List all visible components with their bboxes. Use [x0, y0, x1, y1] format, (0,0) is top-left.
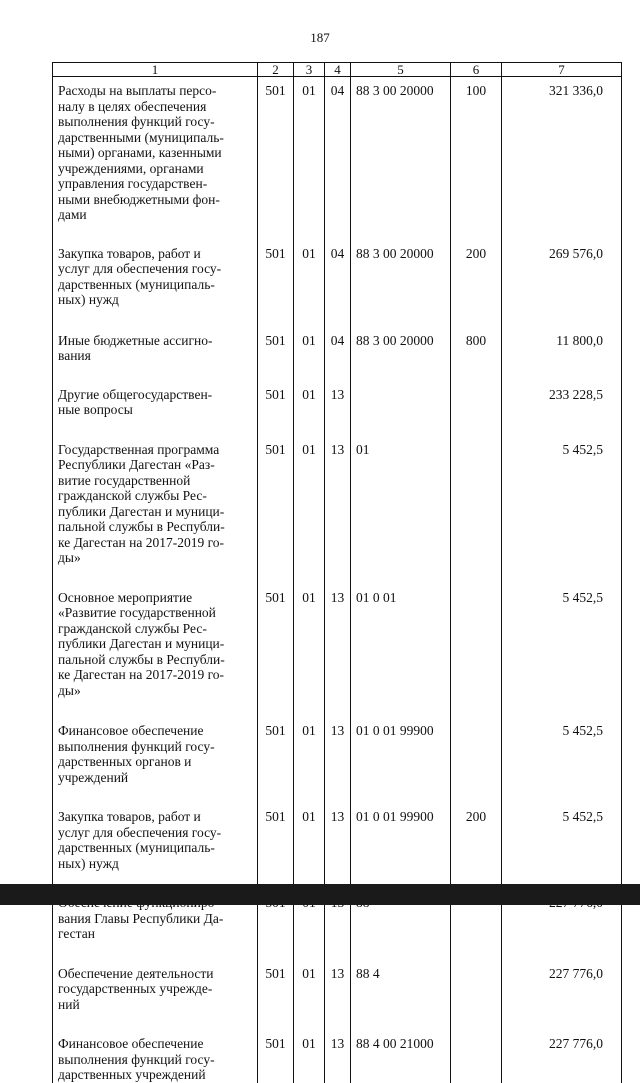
spacer-cell: [451, 566, 502, 584]
cell-expense-type: [451, 584, 502, 699]
cell-expense-type: 200: [451, 240, 502, 308]
item-name-line: Государственная программа: [58, 441, 220, 457]
item-name-line: Закупка товаров, работ и: [58, 809, 201, 824]
budget-table: [52, 62, 622, 1083]
spacer-cell: [451, 308, 502, 327]
spacer-cell: [325, 223, 351, 240]
cell-target-article: 88 4: [351, 960, 451, 1013]
column-header: 4: [325, 63, 351, 77]
table-body: [53, 77, 622, 1083]
item-name-line: гражданской службы Рес-: [58, 620, 207, 636]
item-name-line: вания: [58, 348, 91, 363]
spacer-cell: [451, 942, 502, 960]
spacer-cell: [258, 698, 294, 717]
spacer-cell: [351, 566, 451, 584]
column-header: 1: [53, 63, 258, 77]
page-number: 187: [310, 30, 330, 45]
cell-item-name: [53, 381, 258, 418]
spacer-cell: [325, 308, 351, 327]
item-name-line: Финансовое обеспечение: [58, 723, 204, 738]
item-name-line: Иные бюджетные ассигно-: [58, 332, 213, 348]
cell-amount: 321 336,0: [502, 77, 622, 223]
item-name-line: ные вопросы: [58, 402, 133, 417]
item-name-line: дарственными (муниципаль-: [58, 129, 224, 145]
spacer-cell: [502, 698, 622, 717]
item-name-line: выполнения функций госу-: [58, 114, 215, 129]
spacer-cell: [351, 308, 451, 327]
column-header: 5: [351, 63, 451, 77]
spacer-cell: [351, 1012, 451, 1030]
table-row: [53, 1030, 622, 1083]
spacer-cell: [325, 942, 351, 960]
column-header: 2: [258, 63, 294, 77]
spacer-cell: [451, 223, 502, 240]
item-name-line: витие государственной: [58, 472, 191, 488]
spacer-cell: [502, 1012, 622, 1030]
spacer-cell: [258, 418, 294, 436]
cell-amount: 5 452,5: [502, 584, 622, 699]
spacer-cell: [53, 698, 258, 717]
cell-section: 01: [294, 327, 325, 364]
column-header: 7: [502, 63, 622, 77]
cell-subsection: 13: [325, 381, 351, 418]
cell-expense-type: 200: [451, 803, 502, 871]
cell-item-name: [53, 240, 258, 308]
row-spacer: [53, 1012, 622, 1030]
item-name-line: дами: [58, 207, 87, 222]
cell-amount: 5 452,5: [502, 436, 622, 566]
spacer-cell: [53, 1012, 258, 1030]
cell-item-name: [53, 1030, 258, 1083]
cell-target-article: 01 0 01 99900: [351, 803, 451, 871]
cell-amount: 227 776,0: [502, 1030, 622, 1083]
spacer-cell: [258, 364, 294, 381]
cell-section: 01: [294, 77, 325, 223]
cell-admin-code: 501: [258, 240, 294, 308]
spacer-cell: [502, 418, 622, 436]
cell-target-article: 88 3 00 20000: [351, 240, 451, 308]
item-name-line: услуг для обеспечения госу-: [58, 261, 222, 276]
table-row: [53, 436, 622, 566]
spacer-cell: [258, 785, 294, 803]
cell-expense-type: [451, 1030, 502, 1083]
item-name-line: выполнения функций госу-: [58, 1051, 215, 1067]
table-row: [53, 240, 622, 308]
cell-amount: 233 228,5: [502, 381, 622, 418]
spacer-cell: [502, 942, 622, 960]
cell-section: 01: [294, 717, 325, 785]
row-spacer: [53, 698, 622, 717]
cell-subsection: 13: [325, 717, 351, 785]
cell-subsection: 04: [325, 77, 351, 223]
spacer-cell: [294, 942, 325, 960]
cell-target-article: 88 3 00 20000: [351, 327, 451, 364]
cell-item-name: [53, 77, 258, 223]
cell-amount: 5 452,5: [502, 717, 622, 785]
column-header-row: [53, 63, 622, 77]
cell-subsection: 13: [325, 803, 351, 871]
cell-section: 01: [294, 584, 325, 699]
column-header: 3: [294, 63, 325, 77]
cell-target-article: 01 0 01: [351, 584, 451, 699]
spacer-cell: [53, 942, 258, 960]
cell-subsection: 04: [325, 240, 351, 308]
spacer-cell: [451, 785, 502, 803]
cell-subsection: 04: [325, 327, 351, 364]
item-name-line: управления государствен-: [58, 176, 208, 191]
spacer-cell: [294, 418, 325, 436]
cell-amount: 11 800,0: [502, 327, 622, 364]
spacer-cell: [451, 698, 502, 717]
spacer-cell: [53, 223, 258, 240]
cell-subsection: 13: [325, 436, 351, 566]
cell-expense-type: [451, 436, 502, 566]
item-name-line: услуг для обеспечения госу-: [58, 824, 222, 840]
spacer-cell: [294, 223, 325, 240]
item-name-line: ды»: [58, 682, 81, 698]
cell-subsection: 13: [325, 584, 351, 699]
cell-item-name: [53, 436, 258, 566]
spacer-cell: [351, 698, 451, 717]
spacer-cell: [53, 785, 258, 803]
cell-item-name: [53, 717, 258, 785]
cell-item-name: [53, 327, 258, 364]
spacer-cell: [351, 223, 451, 240]
cell-target-article: [351, 381, 451, 418]
cell-section: 01: [294, 381, 325, 418]
spacer-cell: [502, 308, 622, 327]
spacer-cell: [325, 785, 351, 803]
spacer-cell: [258, 308, 294, 327]
spacer-cell: [258, 1012, 294, 1030]
row-spacer: [53, 942, 622, 960]
cell-section: 01: [294, 240, 325, 308]
spacer-cell: [325, 698, 351, 717]
item-name-line: пальной службы в Республи-: [58, 651, 225, 667]
item-name-line: ных) нужд: [58, 855, 119, 871]
cell-expense-type: [451, 381, 502, 418]
cell-subsection: 13: [325, 1030, 351, 1083]
spacer-cell: [53, 566, 258, 584]
cell-item-name: [53, 803, 258, 871]
item-name-line: «Развитие государственной: [58, 605, 216, 620]
item-name-line: налу в целях обеспечения: [58, 98, 207, 114]
cell-item-name: [53, 584, 258, 699]
row-spacer: [53, 364, 622, 381]
spacer-cell: [351, 942, 451, 960]
cell-target-article: 01 0 01 99900: [351, 717, 451, 785]
spacer-cell: [351, 785, 451, 803]
row-spacer: [53, 418, 622, 436]
item-name-line: Обеспечение деятельности: [58, 965, 214, 981]
cell-amount: 5 452,5: [502, 803, 622, 871]
table-row: [53, 803, 622, 871]
spacer-cell: [53, 364, 258, 381]
table-row: [53, 960, 622, 1013]
row-spacer: [53, 566, 622, 584]
spacer-cell: [351, 364, 451, 381]
table-row: [53, 381, 622, 418]
spacer-cell: [502, 785, 622, 803]
spacer-cell: [294, 698, 325, 717]
cell-admin-code: 501: [258, 1030, 294, 1083]
spacer-cell: [325, 418, 351, 436]
item-name-line: ными внебюджетными фон-: [58, 191, 220, 207]
cell-expense-type: 100: [451, 77, 502, 223]
item-name-line: Республики Дагестан «Раз-: [58, 457, 215, 472]
scan-bottom-edge: [0, 884, 640, 905]
item-name-line: дарственных (муниципаль-: [58, 840, 215, 855]
cell-admin-code: 501: [258, 803, 294, 871]
item-name-line: гестан: [58, 926, 95, 941]
item-name-line: выполнения функций госу-: [58, 738, 215, 754]
cell-subsection: 13: [325, 960, 351, 1013]
cell-expense-type: [451, 717, 502, 785]
item-name-line: ке Дагестан на 2017-2019 го-: [58, 667, 225, 682]
spacer-cell: [325, 364, 351, 381]
column-header: 6: [451, 63, 502, 77]
spacer-cell: [258, 566, 294, 584]
item-name-line: публики Дагестан и муници-: [58, 503, 225, 519]
table-row: [53, 327, 622, 364]
table-row: [53, 584, 622, 699]
item-name-line: пальной службы в Республи-: [58, 519, 225, 534]
table-row: [53, 717, 622, 785]
spacer-cell: [451, 1012, 502, 1030]
spacer-cell: [325, 566, 351, 584]
cell-expense-type: 800: [451, 327, 502, 364]
spacer-cell: [502, 223, 622, 240]
item-name-line: Расходы на выплаты персо-: [58, 83, 217, 98]
item-name-line: дарственных органов и: [58, 754, 192, 769]
item-name-line: Финансовое обеспечение: [58, 1036, 204, 1051]
spacer-cell: [294, 364, 325, 381]
cell-section: 01: [294, 436, 325, 566]
spacer-cell: [53, 418, 258, 436]
cell-amount: 227 776,0: [502, 960, 622, 1013]
spacer-cell: [451, 364, 502, 381]
spacer-cell: [294, 785, 325, 803]
cell-section: 01: [294, 803, 325, 871]
item-name-line: ными) органами, казенными: [58, 145, 222, 160]
item-name-line: Основное мероприятие: [58, 589, 193, 605]
item-name-line: учреждениями, органами: [58, 160, 204, 176]
spacer-cell: [53, 308, 258, 327]
cell-admin-code: 501: [258, 960, 294, 1013]
spacer-cell: [351, 418, 451, 436]
cell-target-article: 88 3 00 20000: [351, 77, 451, 223]
item-name-line: Закупка товаров, работ и: [58, 245, 201, 261]
table-row: [53, 77, 622, 223]
cell-admin-code: 501: [258, 436, 294, 566]
item-name-line: публики Дагестан и муници-: [58, 636, 225, 651]
spacer-cell: [325, 1012, 351, 1030]
cell-target-article: 88 4 00 21000: [351, 1030, 451, 1083]
item-name-line: дарственных (муниципаль-: [58, 276, 215, 292]
item-name-line: государственных учрежде-: [58, 981, 213, 996]
cell-target-article: 01: [351, 436, 451, 566]
cell-section: 01: [294, 960, 325, 1013]
item-name-line: Другие общегосударствен-: [58, 386, 213, 402]
spacer-cell: [294, 308, 325, 327]
cell-admin-code: 501: [258, 381, 294, 418]
row-spacer: [53, 785, 622, 803]
item-name-line: ды»: [58, 550, 81, 565]
spacer-cell: [294, 566, 325, 584]
item-name-line: ний: [58, 996, 80, 1012]
item-name-line: учреждений: [58, 769, 129, 785]
item-name-line: дарственных учреждений: [58, 1067, 206, 1082]
spacer-cell: [451, 418, 502, 436]
cell-admin-code: 501: [258, 77, 294, 223]
cell-amount: 269 576,0: [502, 240, 622, 308]
spacer-cell: [258, 223, 294, 240]
item-name-line: вания Главы Республики Да-: [58, 910, 224, 926]
cell-admin-code: 501: [258, 717, 294, 785]
cell-expense-type: [451, 960, 502, 1013]
item-name-line: ных) нужд: [58, 292, 119, 307]
cell-item-name: [53, 960, 258, 1013]
cell-admin-code: 501: [258, 327, 294, 364]
row-spacer: [53, 308, 622, 327]
row-spacer: [53, 223, 622, 240]
cell-section: 01: [294, 1030, 325, 1083]
item-name-line: гражданской службы Рес-: [58, 488, 207, 503]
cell-admin-code: 501: [258, 584, 294, 699]
spacer-cell: [258, 942, 294, 960]
item-name-line: ке Дагестан на 2017-2019 го-: [58, 534, 225, 550]
spacer-cell: [502, 364, 622, 381]
spacer-cell: [294, 1012, 325, 1030]
spacer-cell: [502, 566, 622, 584]
